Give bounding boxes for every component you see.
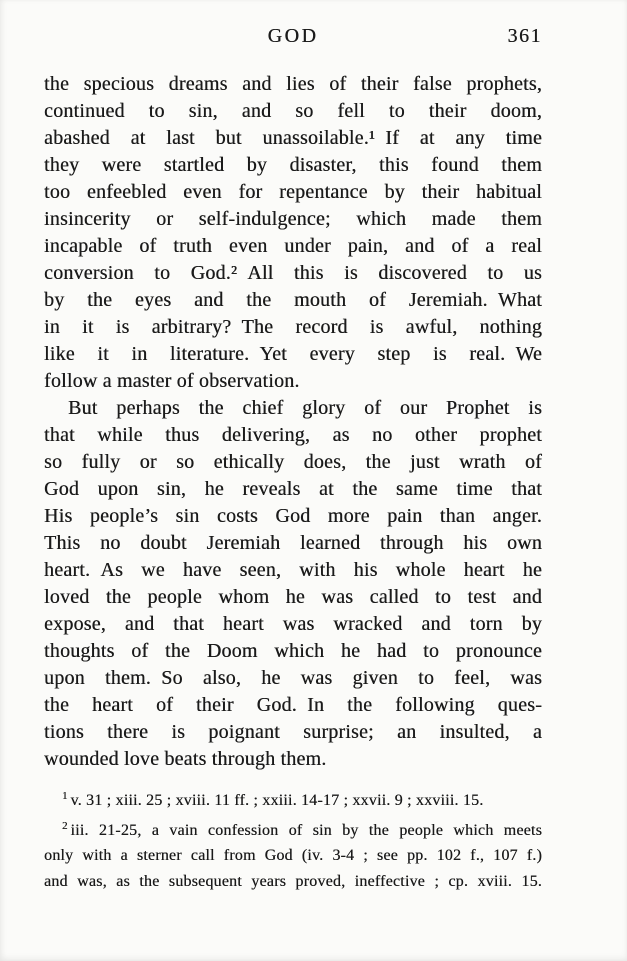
text-line: the specious dreams and lies of their false prophets, [44,73,542,95]
footnote-line: and was, as the subsequent years proved, ineffective ; cp. xviii. 15. [44,872,542,890]
running-head-title: GOD [267,25,319,47]
text-line: But perhaps the chief glory of our Prophet is [68,397,542,419]
text-line: abashed at last but unassoilable.¹ If at any time [44,127,542,149]
text-line: His people’s sin costs God more pain than anger. [44,505,542,527]
footnote-line: $^1$ v. 31 ; xiii. 25 ; xviii. 11 ff. ; xxiii. 14-17 ; xxvii. 9 ; xxviii. 15. [62,790,484,809]
text-line: This no doubt Jeremiah learned through his own [44,532,542,554]
footnote-line: $^2$ iii. 21-25, a vain confession of sin by the people which meets [62,819,542,839]
footnote-line: only with a sterner call from God (iv. 3-4 ; see pp. 102 f., 107 f.) [44,847,542,864]
text-line: wounded love beats through them. [44,748,327,770]
text-line: that while thus delivering, as no other prophet [44,424,542,446]
text-line: expose, and that heart was wracked and torn by [44,613,542,635]
paragraph [44,71,542,395]
text-line: conversion to God.² All this is discovered to us [44,262,542,284]
text-line: tions there is poignant surprise; an insulted, a [44,721,542,743]
text-line: God upon sin, he reveals at the same time that [44,478,542,500]
text-line: heart. As we have seen, with his whole heart he [44,559,542,581]
page-number: 361 [507,25,542,47]
page-header [44,25,542,47]
text-line: thoughts of the Doom which he had to pronounce [44,640,542,662]
text-line: by the eyes and the mouth of Jeremiah. What [44,289,542,311]
text-line: upon them. So also, he was given to feel, was [44,667,542,689]
text-line: incapable of truth even under pain, and of a real [44,235,542,257]
text-line: loved the people whom he was called to test and [44,586,542,608]
footnote-marker: 2 [62,819,68,832]
text-line: too enfeebled even for repentance by their habitual [44,181,542,203]
text-line: like it in literature. Yet every step is real. We [44,343,542,365]
text-line: in it is arbitrary? The record is awful, nothing [44,316,542,338]
text-line: so fully or so ethically does, the just wrath of [44,451,542,473]
text-line: continued to sin, and so fell to their doom, [44,100,542,122]
text-line: follow a master of observation. [44,370,300,392]
text-line: they were startled by disaster, this found them [44,154,542,176]
footnote-marker: 1 [62,790,68,802]
text-line: insincerity or self-indulgence; which made them [44,208,542,230]
paragraph [44,395,542,773]
body-text [44,71,542,773]
footnotes [44,784,542,894]
text-line: the heart of their God. In the following ques- [44,694,542,716]
